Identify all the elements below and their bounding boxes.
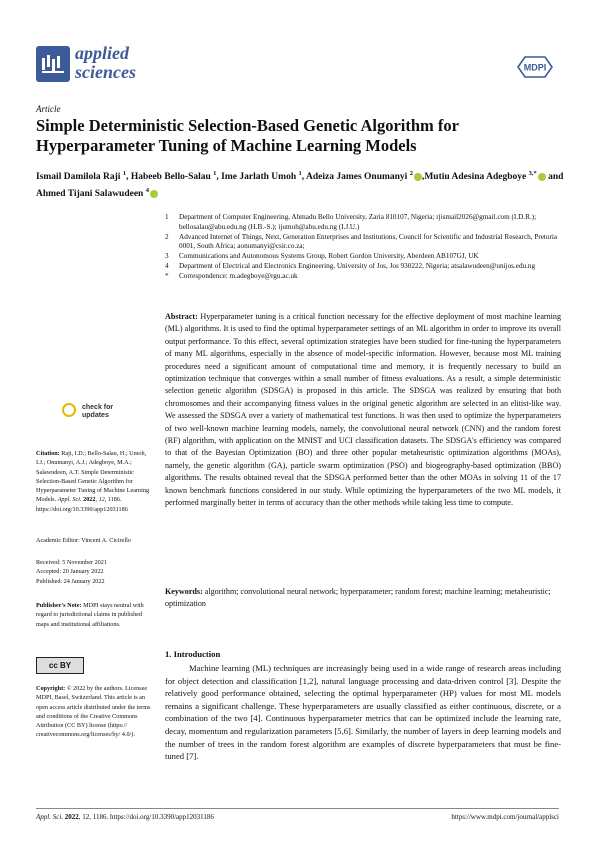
affiliation-number: 2 xyxy=(165,232,169,241)
author-affiliation-marker: 2 xyxy=(409,170,413,177)
author-affiliation-marker: 3,* xyxy=(528,170,537,177)
affiliation-item xyxy=(165,272,565,282)
author-separator: , xyxy=(216,172,222,183)
svg-text:MDPI: MDPI xyxy=(523,62,547,73)
author-affiliation-marker: 1 xyxy=(213,170,217,177)
author-name: Ismail Damilola Raji xyxy=(36,172,123,183)
cc-by-license-icon[interactable]: cc BY xyxy=(36,657,84,674)
keywords-label: Keywords: xyxy=(165,587,203,596)
affiliation-number: 4 xyxy=(165,261,169,270)
author-list xyxy=(36,167,576,201)
date-line: Accepted: 20 January 2022 xyxy=(36,568,104,576)
affiliations xyxy=(165,213,565,282)
check-updates-link[interactable]: check for updates xyxy=(82,404,114,419)
abstract xyxy=(165,311,561,510)
publisher-note: Publisher's Note: MDPI stays neutral with regard to jurisdictional claims in published maps and institutional affiliations. xyxy=(36,602,144,628)
check-updates-icon[interactable] xyxy=(62,403,76,417)
author-affiliation-marker: 4 xyxy=(145,187,149,195)
affiliation-item xyxy=(165,213,565,233)
citation-block: Citation: Raji, I.D.; Bello-Salau, H.; Umoh, I.J.; Onumanyi, A.J.; Adegboye, M.A.; Salawudeen, A.T. Simple Deterministic Selection-Based Genetic Algorithm for Hyperparameter Tuning of Machine Learning Models. Appl. Sci. 2022, 12, 1186. https://doi.org/10.3390/app12031186 xyxy=(36,450,150,513)
journal-name: applied sciences xyxy=(75,43,136,82)
orcid-icon[interactable] xyxy=(414,172,425,183)
academic-editor: Academic Editor: Vincent A. Cicirello xyxy=(36,537,131,544)
author-affiliation-marker: 1 xyxy=(122,170,127,177)
author-name: Ahmed Tijani Salawudeen xyxy=(36,189,146,200)
date-line: Published: 24 January 2022 xyxy=(36,577,105,585)
affiliation-number: 1 xyxy=(165,213,169,221)
affiliation-text: Department of Electrical and Electronics Engineering, University of Jos, Jos 930222, Nigeria; atsalawudeen@unijos.edu.ng xyxy=(179,261,536,270)
paper-title: Simple Deterministic Selection-Based Genetic Algorithm for Hyperparameter Tuning of Machine Learning Models xyxy=(36,116,459,155)
footer-journal-url[interactable]: https://www.mdpi.com/journal/applsci xyxy=(451,813,559,821)
mdpi-logo-icon xyxy=(517,56,553,78)
abstract-label: Abstract: xyxy=(165,312,198,321)
affiliation-text: Department of Computer Engineering, Ahmadu Bello University, Zaria 810107, Nigeria; rjismail2026@gmail.com (I.D.R.); bellosalau@abu.edu.ng (H.B.-S.); ijumoh@abu.edu.ng (I.J.U.) xyxy=(179,213,537,231)
author-name: Adeiza James Onumanyi xyxy=(305,172,410,183)
author-name: Ime Jarlath Umoh xyxy=(221,172,299,183)
article-type: Article xyxy=(36,104,61,114)
publication-dates xyxy=(36,558,154,586)
footer-citation: Appl. Sci. 2022, 12, 1186. https://doi.org/10.3390/app12031186 xyxy=(36,813,214,821)
author-separator: , xyxy=(126,172,131,183)
affiliation-text: Communications and Autonomous Systems Group, Robert Gordon University, Aberdeen AB107GJ, UK xyxy=(179,252,479,261)
orcid-icon[interactable] xyxy=(538,173,546,181)
author-separator: , xyxy=(421,172,425,183)
affiliation-number: 3 xyxy=(165,252,169,261)
date-line: Received: 5 November 2021 xyxy=(36,559,107,566)
footer-divider xyxy=(36,808,559,809)
author-separator: , xyxy=(301,172,306,183)
affiliation-item xyxy=(165,252,565,262)
keywords xyxy=(165,586,561,611)
affiliation-text: Advanced Internet of Things, Next, Generation Enterprises and Institutions, Council for Scientific and Industrial Research, Pretoria 0001, South Africa; aonumanyi@csir.co.za; xyxy=(179,232,558,251)
copyright-block: Copyright: © 2022 by the authors. Licensee MDPI, Basel, Switzerland. This article is an open access article distributed under the terms and conditions of the Creative Commons Attribution (CC BY) license (https:// creativecommons.org/licenses/by/ 4.0/). xyxy=(36,685,151,739)
affiliation-item xyxy=(165,262,565,272)
affiliation-number: * xyxy=(165,271,169,280)
affiliation-item xyxy=(165,233,565,253)
author-affiliation-marker: 1 xyxy=(298,170,302,177)
introduction-paragraph: Machine learning (ML) techniques are increasingly being used in a wide range of research areas including for object detection and classification [1,2], natural language processing and data-driven control [3]. Despite the relatively good performance obtained, selecting the optimal hyperparameter (HP) values for most ML models remains a significant challenge. These hyperparameters are usually classified as either continuous, discrete, or a combination of the two [4]. Continuous hyperparameter metrics that can be optimized include the learning rate, decay, momentum and regularization parameters [5,6]. Similarly, the number of layers in deep learning models and the number of trees in the random forest algorithm are examples of discrete hyperparameters that must be fine-tuned [7]. xyxy=(165,663,561,762)
author-name: Habeeb Bello-Salau xyxy=(130,172,214,183)
journal-logo-icon xyxy=(36,46,70,82)
affiliation-text: Correspondence: m.adegboye@rgu.ac.uk xyxy=(179,271,298,280)
abstract-text: Hyperparameter tuning is a critical function necessary for the effective deployment of most machine learning (ML) algorithms. It is used to find the optimal hyperparameter settings of an ML algorithm in order to improve its overall output performance. To this effect, several optimization strategies have been studied for fine-tuning the hyperparameters of many ML algorithms, especially in the absence of model-specific information. However, because most ML training procedures need a significant amount of computational time and memory, it is frequently necessary to build an optimization technique that converges within a small number of fitness evaluations. As a result, a simple deterministic selection genetic algorithm (SDSGA) is proposed in this article. The SDSGA was realized by ensuring that both chromosomes and their accompanying fitness values in the original genetic algorithm are selected in an elitist-like way. We assessed the SDSGA over a variety of mathematical test functions. It was then used to optimize the hyperparameters of two well-known machine learning models, namely, the convolutional neural network (CNN) and the random forest (RF) algorithm, with application on the MNIST and UCI classification datasets. The SDSGA's efficiency was compared to that of the Bayesian Optimization (BO) and three other popular metaheuristic optimization algorithms (MOAs), namely, the genetic algorithm (GA), particle swarm optimization (PSO) and biogeography-based optimization (BBO) algorithms. The results obtained reveal that the SDSGA performed better than the other MOAs in solving 11 of the 17 known benchmark functions considered in our study. While optimizing the hyperparameters of the two ML models, it performed marginally better in terms of accuracy than the other methods while taking less time to compute. xyxy=(165,312,561,508)
section-heading: 1. Introduction xyxy=(165,649,221,659)
orcid-icon[interactable] xyxy=(150,190,158,198)
author-separator: and xyxy=(545,172,564,183)
keywords-text: algorithm; convolutional neural network; hyperparameter; random forest; machine learning; metaheuristic; optimization xyxy=(165,587,551,609)
author-name: Mutiu Adesina Adegboye xyxy=(424,172,529,183)
